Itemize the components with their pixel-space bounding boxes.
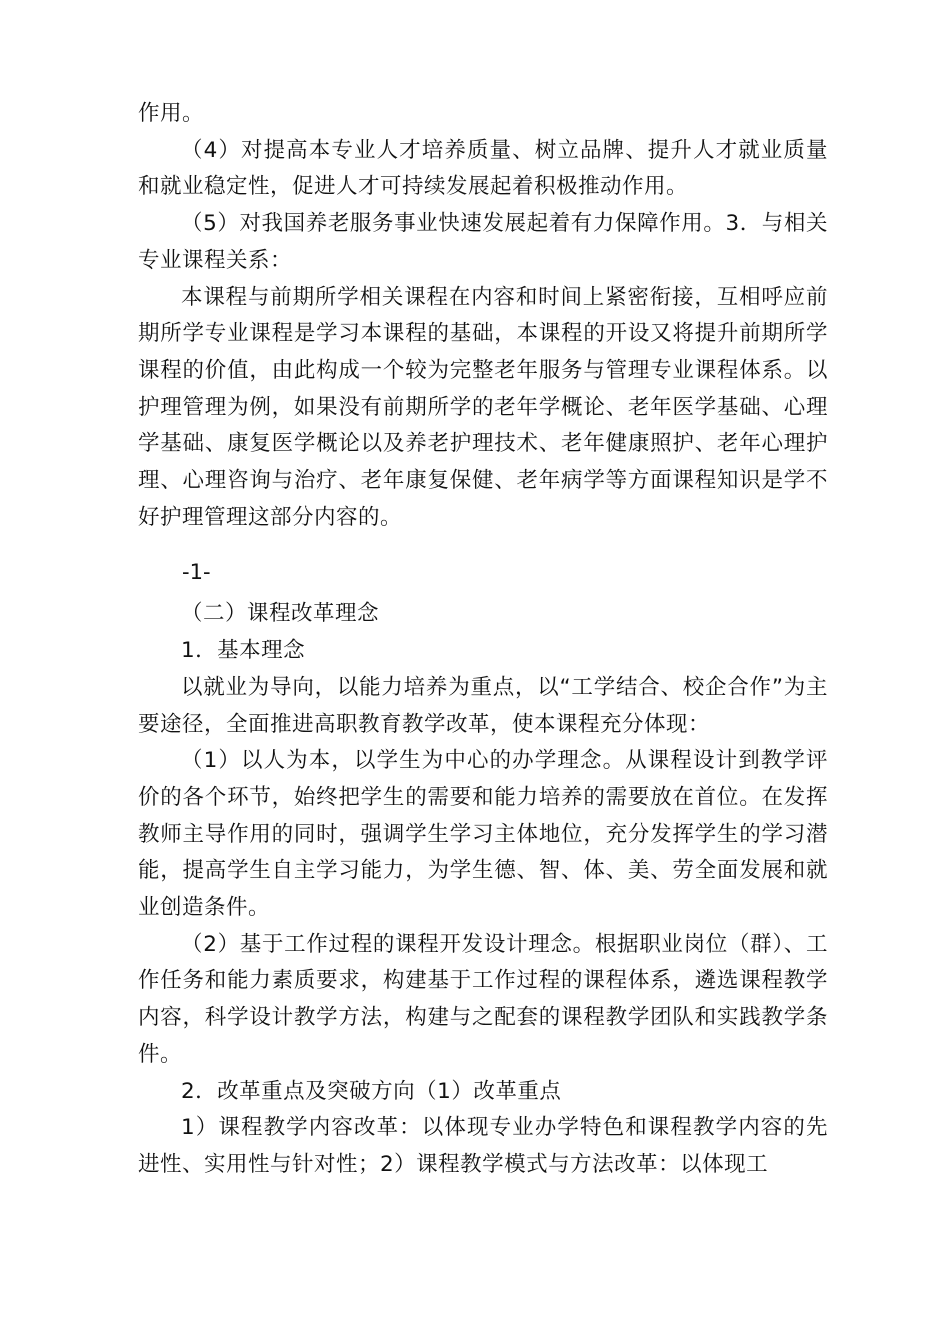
subsection-heading-reform: 2．改革重点及突破方向（1）改革重点 [181, 1078, 562, 1104]
section-heading: （二）课程改革理念 [181, 601, 380, 627]
paragraph-item-4: （4）对提高本专业人才培养质量、树立品牌、提升人才就业质量和就业稳定性，促进人才可持续发展起着积极推动作用。 [138, 137, 828, 200]
paragraph-course-relation: 本课程与前期所学相关课程在内容和时间上紧密衔接，互相呼应前期所学专业课程是学习本课程的基础，本课程的开设又将提升前期所学课程的价值，由此构成一个较为完整老年服务与管理专业课程体系。以护理管理为例，如果没有前期所学的老年学概论、老年医学基础、心理学基础、康复医学概论以及养老护理技术、老年健康照护、老年心理护理、心理咨询与治疗、老年康复保健、老年病学等方面课程知识是学不好护理管理这部分内容的。 [138, 284, 828, 530]
paragraph-item-5: （5）对我国养老服务事业快速发展起着有力保障作用。3．与相关专业课程关系： [138, 211, 828, 273]
paragraph-reform-focus: 1）课程教学内容改革：以体现专业办学特色和课程教学内容的先进性、实用性与针对性；2）课程教学模式与方法改革：以体现工 [138, 1115, 828, 1177]
paragraph-concept-1: （1）以人为本，以学生为中心的办学理念。从课程设计到教学评价的各个环节，始终把学生的需要和能力培养的需要放在首位。在发挥教师主导作用的同时，强调学生学习主体地位，充分发挥学生的学习潜能，提高学生自主学习能力，为学生德、智、体、美、劳全面发展和就业创造条件。 [138, 748, 828, 921]
subsection-heading: 1．基本理念 [181, 638, 306, 664]
paragraph-continuation: 作用。 [138, 101, 205, 126]
paragraph-concept-2: （2）基于工作过程的课程开发设计理念。根据职业岗位（群）、工作任务和能力素质要求，构建基于工作过程的课程体系，遴选课程教学内容，科学设计教学方法，构建与之配套的课程教学团队和实践教学条件。 [138, 931, 828, 1067]
document-page [138, 96, 828, 1184]
page-number: -1- [182, 560, 211, 585]
paragraph-basic-concept: 以就业为导向，以能力培养为重点，以“工学结合、校企合作”为主要途径，全面推进高职教育教学改革，使本课程充分体现： [138, 674, 828, 737]
spacer [138, 536, 828, 554]
